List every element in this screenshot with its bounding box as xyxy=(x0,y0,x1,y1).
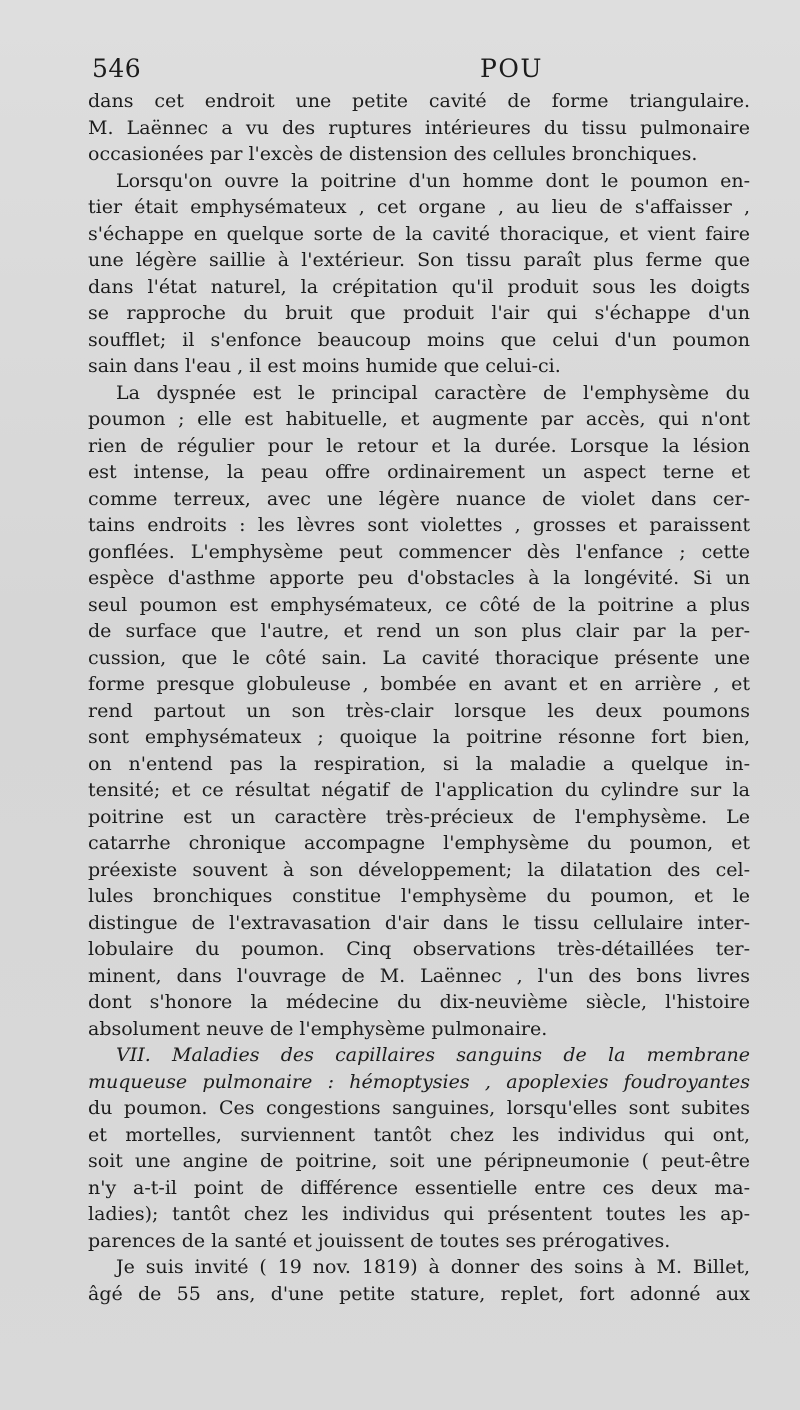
text-line: espèce d'asthme apporte peu d'obstacles à la longévité. Si un xyxy=(88,567,750,589)
text-line: et mortelles, surviennent tantôt chez les individus qui ont, xyxy=(88,1123,750,1146)
text-line: absolument neuve de l'emphysème pulmonaire. xyxy=(88,1017,548,1040)
text-line: s'échappe en quelque sorte de la cavité thoracique, et vient faire xyxy=(88,222,750,245)
text-line: poumon ; elle est habituelle, et augmente par accès, qui n'ont xyxy=(88,408,750,430)
text-line: dans l'état naturel, la crépitation qu'il produit sous les doigts xyxy=(88,275,750,298)
text-line: soufflet; il s'enfonce beaucoup moins que celui d'un poumon xyxy=(88,328,750,351)
text-line: comme terreux, avec une légère nuance de violet dans cer- xyxy=(88,487,750,510)
text-line: minent, dans l'ouvrage de M. Laënnec , l'un des bons livres xyxy=(88,964,750,987)
text-line: tensité; et ce résultat négatif de l'application du cylindre sur la xyxy=(88,779,750,801)
body-text xyxy=(88,88,750,1307)
text-line: M. Laënnec a vu des ruptures intérieures du tissu pulmonaire xyxy=(88,116,750,139)
text-line: catarrhe chronique accompagne l'emphysème du poumon, et xyxy=(88,832,750,854)
text-line: lules bronchiques constitue l'emphysème du poumon, et le xyxy=(88,885,750,907)
text-line: Je suis invité ( 19 nov. 1819) à donner des soins à M. Billet, xyxy=(116,1256,750,1278)
text-line: lobulaire du poumon. Cinq observations très-détaillées ter- xyxy=(88,938,750,960)
text-line: distingue de l'extravasation d'air dans le tissu cellulaire inter- xyxy=(88,911,750,934)
text-line: poitrine est un caractère très-précieux de l'emphysème. Le xyxy=(88,805,750,828)
text-line: du poumon. Ces congestions sanguines, lorsqu'elles sont subites xyxy=(88,1097,750,1119)
text-line: parences de la santé et jouissent de toutes ses prérogatives. xyxy=(88,1229,671,1252)
text-line: cussion, que le côté sain. La cavité thoracique présente une xyxy=(88,646,750,669)
text-line: n'y a-t-il point de différence essentielle entre ces deux ma- xyxy=(88,1176,750,1199)
text-line: âgé de 55 ans, d'une petite stature, replet, fort adonné aux xyxy=(88,1282,750,1305)
text-line: rien de régulier pour le retour et la durée. Lorsque la lésion xyxy=(88,434,750,457)
text-line: occasionées par l'excès de distension des cellules bronchiques. xyxy=(88,143,698,165)
text-line: sont emphysémateux ; quoique la poitrine résonne fort bien, xyxy=(88,726,750,748)
text-line: de surface que l'autre, et rend un son plus clair par la per- xyxy=(88,620,750,642)
text-line: seul poumon est emphysémateux, ce côté de la poitrine a plus xyxy=(88,593,750,616)
text-line: est intense, la peau offre ordinairement un aspect terne et xyxy=(88,461,750,483)
text-line: tier était emphysémateux , cet organe , au lieu de s'affaisser , xyxy=(88,196,750,218)
text-line: soit une angine de poitrine, soit une péripneumonie ( peut-être xyxy=(88,1150,750,1172)
text-line: Lorsqu'on ouvre la poitrine d'un homme dont le poumon en- xyxy=(116,169,750,192)
text-line: La dyspnée est le principal caractère de l'emphysème du xyxy=(116,381,750,404)
text-line: préexiste souvent à son développement; la dilatation des cel- xyxy=(88,858,750,881)
text-line: sain dans l'eau , il est moins humide que celui-ci. xyxy=(88,355,561,377)
running-head: POU xyxy=(480,54,543,83)
text-line: rend partout un son très-clair lorsque les deux poumons xyxy=(88,699,750,722)
text-line: on n'entend pas la respiration, si la maladie a quelque in- xyxy=(88,752,750,775)
text-line: se rapproche du bruit que produit l'air qui s'échappe d'un xyxy=(88,302,750,324)
text-line: tains endroits : les lèvres sont violettes , grosses et paraissent xyxy=(88,514,750,536)
text-line: dont s'honore la médecine du dix-neuvième siècle, l'histoire xyxy=(88,991,750,1013)
page-number: 546 xyxy=(92,54,142,83)
section-heading-line: muqueuse pulmonaire : hémoptysies , apoplexies foudroyantes xyxy=(88,1070,750,1093)
section-heading-line: VII. Maladies des capillaires sanguins de la membrane xyxy=(116,1044,750,1066)
text-line: dans cet endroit une petite cavité de forme triangulaire. xyxy=(88,90,750,112)
text-line: forme presque globuleuse , bombée en avant et en arrière , et xyxy=(88,673,750,695)
text-line: ladies); tantôt chez les individus qui présentent toutes les ap- xyxy=(88,1203,750,1225)
text-line: une légère saillie à l'extérieur. Son tissu paraît plus ferme que xyxy=(88,249,750,271)
text-line: gonflées. L'emphysème peut commencer dès l'enfance ; cette xyxy=(88,540,750,563)
page-header xyxy=(88,54,748,90)
